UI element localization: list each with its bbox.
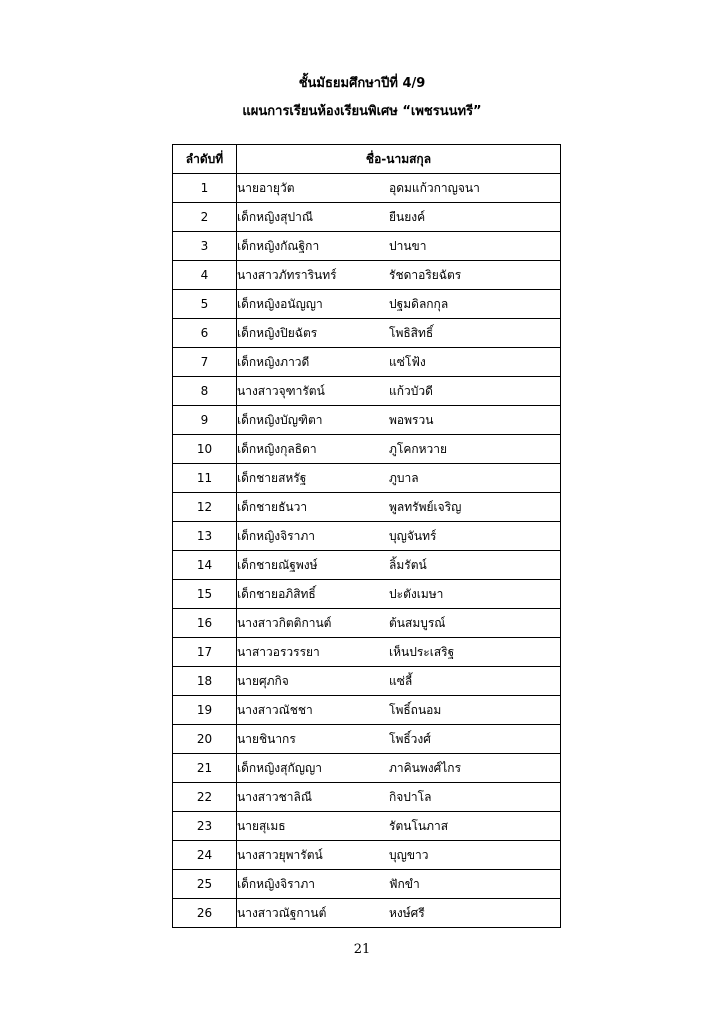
row-number: 23 bbox=[173, 812, 237, 841]
table-row bbox=[173, 667, 561, 696]
table-row bbox=[173, 522, 561, 551]
student-name-cell bbox=[237, 261, 561, 290]
student-last-name: ภาคินพงศ์ไกร bbox=[389, 760, 462, 775]
student-last-name: ลิ้มรัตน์ bbox=[389, 557, 427, 572]
table-row bbox=[173, 261, 561, 290]
student-last-name: บุญขาว bbox=[389, 847, 429, 862]
row-number: 15 bbox=[173, 580, 237, 609]
table-row bbox=[173, 783, 561, 812]
student-first-name: เด็กชายอภิสิทธิ์ bbox=[237, 586, 316, 601]
student-name-cell bbox=[237, 812, 561, 841]
table-row bbox=[173, 696, 561, 725]
table-row bbox=[173, 203, 561, 232]
page-number: 21 bbox=[353, 942, 371, 957]
row-number: 7 bbox=[173, 348, 237, 377]
row-number: 4 bbox=[173, 261, 237, 290]
student-first-name: เด็กหญิงภาวดี bbox=[237, 354, 310, 369]
row-number: 3 bbox=[173, 232, 237, 261]
student-first-name: นายอายุวัต bbox=[237, 180, 295, 195]
row-number: 14 bbox=[173, 551, 237, 580]
table-row bbox=[173, 580, 561, 609]
student-first-name: นางสาวชาลิณี bbox=[237, 789, 312, 804]
student-name-cell bbox=[237, 899, 561, 928]
student-name-cell bbox=[237, 232, 561, 261]
student-first-name: เด็กชายธันวา bbox=[237, 499, 308, 514]
table-row bbox=[173, 232, 561, 261]
row-number: 26 bbox=[173, 899, 237, 928]
student-last-name: เห็นประเสริฐ bbox=[389, 644, 455, 659]
student-last-name: พอพรวน bbox=[389, 412, 434, 427]
class-title: ชั้นมัธยมศึกษาปีที่ 4/9 bbox=[298, 76, 426, 91]
student-name-cell bbox=[237, 377, 561, 406]
row-number: 19 bbox=[173, 696, 237, 725]
student-last-name: ปานขา bbox=[389, 238, 427, 253]
student-first-name: นาสาวอรวรรยา bbox=[237, 644, 320, 659]
header-number: ลำดับที่ bbox=[173, 145, 237, 174]
student-last-name: ฟักขำ bbox=[389, 876, 420, 891]
table-row bbox=[173, 812, 561, 841]
student-name-cell bbox=[237, 290, 561, 319]
student-name-cell bbox=[237, 174, 561, 203]
student-first-name: เด็กหญิงอนัญญา bbox=[237, 296, 323, 311]
table-row bbox=[173, 406, 561, 435]
student-name-cell bbox=[237, 203, 561, 232]
table-row bbox=[173, 725, 561, 754]
row-number: 24 bbox=[173, 841, 237, 870]
table-row bbox=[173, 609, 561, 638]
student-name-cell bbox=[237, 609, 561, 638]
student-name-cell bbox=[237, 754, 561, 783]
student-first-name: นางสาวกิตติกานต์ bbox=[237, 615, 332, 630]
row-number: 18 bbox=[173, 667, 237, 696]
student-first-name: เด็กหญิงปิยฉัตร bbox=[237, 325, 318, 340]
student-name-cell bbox=[237, 493, 561, 522]
student-last-name: ภูโคกหวาย bbox=[389, 441, 448, 456]
student-roster-table bbox=[172, 144, 561, 928]
student-name-cell bbox=[237, 870, 561, 899]
student-first-name: นางสาวจุฑารัตน์ bbox=[237, 383, 325, 398]
student-last-name: บุญจันทร์ bbox=[389, 528, 437, 543]
row-number: 9 bbox=[173, 406, 237, 435]
student-name-cell bbox=[237, 841, 561, 870]
student-first-name: เด็กหญิงจิราภา bbox=[237, 876, 316, 891]
student-first-name: เด็กหญิงกุลธิดา bbox=[237, 441, 317, 456]
row-number: 25 bbox=[173, 870, 237, 899]
table-row bbox=[173, 841, 561, 870]
table-body bbox=[173, 174, 561, 928]
student-last-name: โพธิ์ถนอม bbox=[389, 702, 442, 717]
student-last-name: ปฐมดิลกกุล bbox=[389, 296, 449, 311]
table-row bbox=[173, 435, 561, 464]
student-first-name: เด็กชายสหรัฐ bbox=[237, 470, 307, 485]
student-name-cell bbox=[237, 348, 561, 377]
student-first-name: นางสาวยุพารัตน์ bbox=[237, 847, 323, 862]
row-number: 6 bbox=[173, 319, 237, 348]
table-row bbox=[173, 638, 561, 667]
student-last-name: โพธิ์วงศ์ bbox=[389, 731, 431, 746]
student-first-name: นายชินากร bbox=[237, 731, 296, 746]
row-number: 22 bbox=[173, 783, 237, 812]
row-number: 2 bbox=[173, 203, 237, 232]
student-name-cell bbox=[237, 667, 561, 696]
student-first-name: เด็กหญิงสุปาณี bbox=[237, 209, 313, 224]
student-name-cell bbox=[237, 638, 561, 667]
row-number: 16 bbox=[173, 609, 237, 638]
table-row bbox=[173, 319, 561, 348]
student-last-name: หงษ์ศรี bbox=[389, 905, 425, 920]
student-first-name: เด็กหญิงกัณฐิกา bbox=[237, 238, 320, 253]
row-number: 5 bbox=[173, 290, 237, 319]
header-name: ชื่อ-นามสกุล bbox=[237, 145, 561, 174]
student-last-name: แก้วบัวดี bbox=[389, 383, 433, 398]
student-first-name: นางสาวภัทรารินทร์ bbox=[237, 267, 337, 282]
table-header-row bbox=[173, 145, 561, 174]
table-row bbox=[173, 754, 561, 783]
student-last-name: กิจปาโล bbox=[389, 789, 432, 804]
student-first-name: เด็กชายณัฐพงษ์ bbox=[237, 557, 318, 572]
row-number: 13 bbox=[173, 522, 237, 551]
student-name-cell bbox=[237, 725, 561, 754]
row-number: 20 bbox=[173, 725, 237, 754]
student-last-name: รัชดาอริยฉัตร bbox=[389, 267, 462, 282]
student-name-cell bbox=[237, 406, 561, 435]
table-row bbox=[173, 551, 561, 580]
student-name-cell bbox=[237, 580, 561, 609]
student-last-name: แซ่ลี้ bbox=[389, 673, 413, 688]
row-number: 12 bbox=[173, 493, 237, 522]
student-last-name: พูลทรัพย์เจริญ bbox=[389, 499, 462, 514]
student-first-name: นางสาวณัฐกานต์ bbox=[237, 905, 327, 920]
student-last-name: โพธิสิทธิ์ bbox=[389, 325, 434, 340]
row-number: 17 bbox=[173, 638, 237, 667]
table-row bbox=[173, 348, 561, 377]
student-name-cell bbox=[237, 435, 561, 464]
student-name-cell bbox=[237, 319, 561, 348]
student-first-name: นายสุเมธ bbox=[237, 818, 286, 833]
table-row bbox=[173, 493, 561, 522]
student-last-name: ปะตังเมษา bbox=[389, 586, 444, 601]
row-number: 8 bbox=[173, 377, 237, 406]
student-name-cell bbox=[237, 696, 561, 725]
student-first-name: นางสาวณัชชา bbox=[237, 702, 313, 717]
student-last-name: ยืนยงค์ bbox=[389, 209, 426, 224]
row-number: 1 bbox=[173, 174, 237, 203]
table-row bbox=[173, 290, 561, 319]
table-row bbox=[173, 377, 561, 406]
row-number: 21 bbox=[173, 754, 237, 783]
student-last-name: อุดมแก้วกาญจนา bbox=[389, 180, 480, 195]
student-name-cell bbox=[237, 551, 561, 580]
student-last-name: ภูบาล bbox=[389, 470, 419, 485]
program-title: แผนการเรียนห้องเรียนพิเศษ “เพชรนนทรี” bbox=[242, 104, 482, 119]
table-row bbox=[173, 174, 561, 203]
student-name-cell bbox=[237, 522, 561, 551]
table-row bbox=[173, 899, 561, 928]
student-last-name: แซ่โฟ้ง bbox=[389, 354, 426, 369]
student-first-name: เด็กหญิงสุกัญญา bbox=[237, 760, 322, 775]
table-row bbox=[173, 870, 561, 899]
student-first-name: เด็กหญิงจิราภา bbox=[237, 528, 316, 543]
student-last-name: ต้นสมบูรณ์ bbox=[389, 615, 446, 630]
student-first-name: เด็กหญิงบัญฑิตา bbox=[237, 412, 323, 427]
row-number: 10 bbox=[173, 435, 237, 464]
student-last-name: รัตนโนภาส bbox=[389, 818, 449, 833]
student-first-name: นายศุภกิจ bbox=[237, 673, 289, 688]
table-row bbox=[173, 464, 561, 493]
student-name-cell bbox=[237, 783, 561, 812]
student-name-cell bbox=[237, 464, 561, 493]
row-number: 11 bbox=[173, 464, 237, 493]
